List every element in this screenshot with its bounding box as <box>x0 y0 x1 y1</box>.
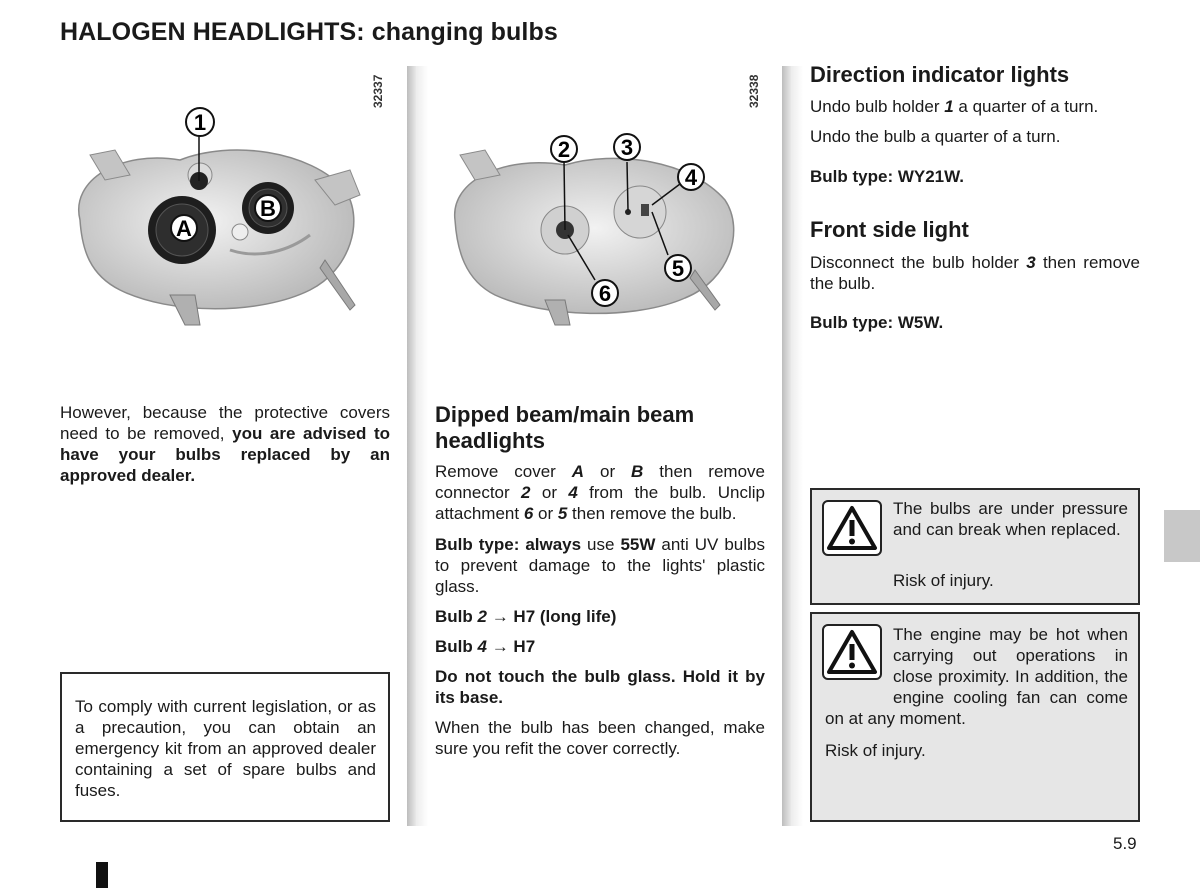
engine-hot-warning-text <box>825 624 1128 729</box>
remove-cover-paragraph <box>435 461 765 524</box>
ref-6: 6 <box>523 504 534 523</box>
callout-1 <box>186 108 214 136</box>
bold-text: 55W <box>620 535 656 554</box>
chapter-tab <box>1164 510 1200 562</box>
ref-3: 3 <box>1026 253 1036 272</box>
callout-label: 5 <box>671 256 685 281</box>
text: or <box>584 462 632 481</box>
text: or <box>533 504 558 523</box>
text: Bulb <box>435 637 478 656</box>
bold-text: Bulb type: always <box>435 535 582 554</box>
callout-a <box>171 215 197 241</box>
warning-triangle-icon <box>822 500 882 556</box>
undo-bulb-holder-line <box>810 96 1140 117</box>
bulb-type-paragraph <box>435 534 765 597</box>
text: anti UV bulbs to prevent damage to the lights' plastic glass. <box>435 535 765 596</box>
callout-label: 3 <box>620 135 634 160</box>
callout-b <box>255 195 281 221</box>
ref-1: 1 <box>944 97 954 116</box>
undo-bulb-line: Undo the bulb a quarter of a turn. <box>810 127 1061 146</box>
callout-label: A <box>176 216 192 241</box>
ref-2: 2 <box>477 607 487 626</box>
intro-text: However, because the protective covers need to be removed, <box>60 403 390 443</box>
page-number: 5.9 <box>1113 834 1137 853</box>
pressure-warning-text: The bulbs are under pressure and can break when replaced. <box>893 499 1128 539</box>
figure-number-middle: 32338 <box>747 74 761 108</box>
text: from the bulb. Unclip attachment <box>435 483 765 523</box>
text: then remove the bulb. <box>810 253 1140 293</box>
direction-indicator-heading: Direction indicator lights <box>810 62 1070 87</box>
legislation-note-text: To comply with current legislation, or as a precaution, you can obtain an emergency kit from an approved dealer containing a set of spare bulbs and fuses. <box>75 697 376 800</box>
intro-bold-text: you are advised to have your bulbs replaced by an approved dealer. <box>60 424 390 485</box>
disconnect-holder-paragraph <box>810 252 1140 294</box>
callout-label: 1 <box>193 110 207 135</box>
callout-label: B <box>260 196 276 221</box>
callout-label: 4 <box>684 165 698 190</box>
column-divider-right <box>782 66 791 826</box>
indicator-bulb-type: Bulb type: WY21W. <box>810 167 964 186</box>
text: The engine may be hot when carrying out operations in close proximity. In addition, the engine cooling fan can come on at any moment. <box>825 625 1128 728</box>
text: → H7 (long life) <box>486 607 617 626</box>
text: a quarter of a turn. <box>953 97 1099 116</box>
text: Remove cover <box>435 462 572 481</box>
bulb-2-line <box>435 606 765 627</box>
pressure-warning-risk: Risk of injury. <box>893 571 994 590</box>
ref-5: 5 <box>557 504 568 523</box>
ref-b: B <box>631 462 644 481</box>
callout-label: 2 <box>557 137 571 162</box>
callout-2 <box>551 136 577 162</box>
text: Bulb <box>435 607 478 626</box>
text: then remove connector <box>435 462 765 502</box>
callout-label: 6 <box>598 281 612 306</box>
ref-4: 4 <box>568 483 578 502</box>
column-divider-left <box>407 66 416 826</box>
front-side-light-heading: Front side light <box>810 217 969 242</box>
bulb-4-line <box>435 636 765 657</box>
crop-mark <box>96 862 108 888</box>
text: or <box>530 483 569 502</box>
legislation-note-box <box>60 672 390 822</box>
engine-hot-warning-box <box>810 612 1140 822</box>
page-title: HALOGEN HEADLIGHTS: changing bulbs <box>60 18 558 46</box>
ref-2: 2 <box>521 483 531 502</box>
figure-number-left: 32337 <box>371 74 385 108</box>
callout-6 <box>592 280 618 306</box>
callout-3 <box>614 134 640 160</box>
left-intro-paragraph <box>60 402 390 486</box>
text: then remove the bulb. <box>567 504 737 523</box>
text: → H7 <box>486 637 536 656</box>
column-shade <box>791 66 811 826</box>
dipped-beam-heading: Dipped beam/main beam headlights <box>435 402 695 453</box>
refit-cover-paragraph: When the bulb has been changed, make sure you refit the cover correctly. <box>435 718 765 758</box>
do-not-touch-warning: Do not touch the bulb glass. Hold it by its base. <box>435 667 765 707</box>
callouts-left <box>160 100 400 260</box>
ref-a: A <box>571 462 585 481</box>
text: Undo bulb holder <box>810 97 945 116</box>
engine-hot-warning-risk: Risk of injury. <box>825 741 926 760</box>
callouts-middle <box>540 130 720 310</box>
ref-4: 4 <box>477 637 487 656</box>
text: Disconnect the bulb holder <box>810 253 1027 272</box>
pressure-warning-box <box>810 488 1140 605</box>
icon-spacer <box>825 624 893 708</box>
callout-5 <box>665 255 691 281</box>
column-shade <box>416 66 436 826</box>
callout-4 <box>678 164 704 190</box>
text: use <box>581 535 621 554</box>
side-light-bulb-type: Bulb type: W5W. <box>810 313 944 332</box>
